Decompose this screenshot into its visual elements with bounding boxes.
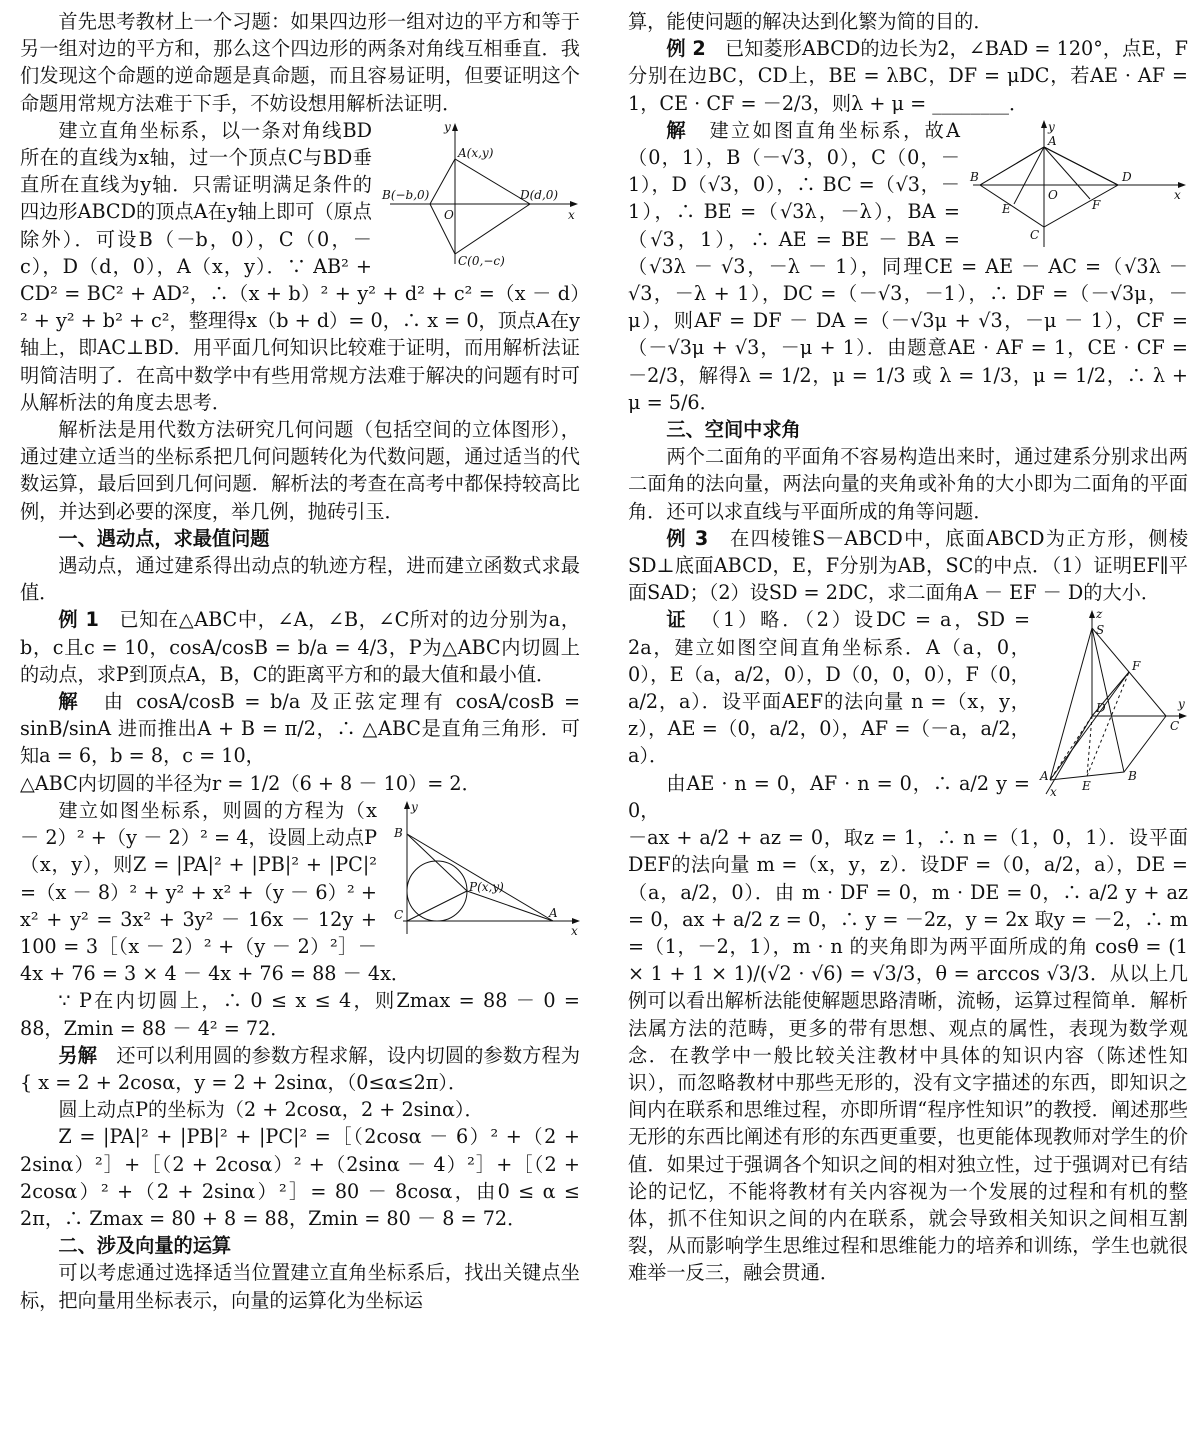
fig3-A-label: A xyxy=(1048,133,1057,148)
paragraph: 建立直角坐标系，以一条对角线BD所在的直线为x轴，过一个顶点C与BD垂直所在直线为y轴．只需证明满足条件的四边形ABCD的顶点A在y轴上即可（原点除外）．可设B（－b，0），C（0，－c），D（d，0），A（x，y）．∵ AB² + CD² = BC² + AD²，∴（x + b）² + y² + d² + c² =（x － d）² + y² + b² + c²，整理得x（b + d）= 0，∴ x = 0，顶点A在y轴上，即AC⊥BD．用平面几何知识比较难于证明，而用解析法证明简洁明了．在高中数学中有些用常规方法难于解决的问题有时可从解析法的角度去思考． xyxy=(20,118,580,414)
example-label: 例 1 xyxy=(58,608,99,632)
solution-label: 解 xyxy=(666,118,688,142)
fig1-D-label: D(d,0) xyxy=(520,187,559,202)
left-column xyxy=(20,8,580,1314)
fig4-S-label: S xyxy=(1096,623,1105,638)
fig3-D-label: D xyxy=(1122,169,1132,184)
fig4-z-label: z xyxy=(1096,608,1103,622)
paragraph: ∵ P在内切圆上，∴ 0 ≤ x ≤ 4，则Zmax = 88 － 0 = 88，Zmin = 88 － 4² = 72． xyxy=(20,989,580,1040)
example-text: 已知在△ABC中，∠A，∠B，∠C所对的边分别为a，b，c且c = 10，cosA/cosB = b/a = 4/3，P为△ABC内切圆上的动点，求P到顶点A，B，C的距离平方和的最大值和最小值． xyxy=(20,608,581,686)
example-3 xyxy=(628,525,1188,607)
alt-solution xyxy=(20,1042,580,1096)
section-heading: 一、遇动点，求最值问题 xyxy=(58,526,270,550)
fig3-F-label: F xyxy=(1092,197,1101,212)
paragraph: 解析法是用代数方法研究几何问题（包括空间的立体图形），通过建立适当的坐标系把几何问题转化为代数问题，通过适当的代数运算，最后回到几何问题．解析法的考查在高考中都保持较高比例，并达到必要的深度，举几例，抛砖引玉． xyxy=(20,418,580,523)
example-2 xyxy=(628,35,1188,117)
fig3-B-label: B xyxy=(970,169,979,184)
example-text: 在四棱锥S－ABCD中，底面ABCD为正方形，侧棱SD⊥底面ABCD，E，F分别为AB，SC的中点．（1）证明EF∥平面SAD；（2）设SD = 2DC，求二面角A － EF － D的大小． xyxy=(628,526,1189,605)
figure-quadrilateral xyxy=(380,119,580,269)
solution-text: （1）略．（2）设DC = a，SD = 2a，建立如图空间直角坐标系．A（a，0，0），E（a，a/2，0），D（0，0，0），F（0，a/2，a）．设平面AEF的法向量 n =（x，y，z），AE =（0，a/2，0），AF =（－a，a/2，a）． xyxy=(628,608,1031,768)
fig2-A-label: A xyxy=(549,905,558,920)
fig1-y-label: y xyxy=(444,119,451,134)
example-label: 例 3 xyxy=(666,526,709,550)
fig2-P-label: P(x,y) xyxy=(469,879,504,894)
example-text: 已知菱形ABCD的边长为2，∠BAD = 120°，点E，F分别在边BC，CD上，BE = λBC，DF = μDC，若AE · AF = 1，CE · CF = －2/3，则λ + μ = ________． xyxy=(628,37,1189,115)
paragraph: Z = |PA|² + |PB|² + |PC|² =［（2cosα － 6）² +（2 + 2sinα）²］+［（2 + 2cosα）² +（2sinα － 4）²］+［（2 + 2cosα）² +（2 + 2sinα）²］= 80 － 8cosα，由0 ≤ α ≤ 2π，∴ Zmax = 80 + 8 = 88，Zmin = 80 － 8 = 72． xyxy=(20,1125,580,1230)
fig2-B-label: B xyxy=(394,825,403,840)
fig3-y-label: y xyxy=(1048,119,1055,134)
alt-text: 还可以利用圆的参数方程求解，设内切圆的参数方程为 { x = 2 + 2cosα，y = 2 + 2sinα，（0≤α≤2π）． xyxy=(20,1043,581,1094)
fig3-C-label: C xyxy=(1030,227,1040,242)
paragraph: 遇动点，通过建系得出动点的轨迹方程，进而建立函数式求最值． xyxy=(20,554,580,605)
alt-label: 另解 xyxy=(58,1043,98,1067)
fig1-O-label: O xyxy=(444,207,454,222)
example-label: 例 2 xyxy=(666,37,706,61)
fig4-C-label: C xyxy=(1170,719,1180,734)
right-column xyxy=(628,8,1188,1287)
fig1-C-label: C(0,−c) xyxy=(458,253,505,268)
paragraph: 两个二面角的平面角不容易构造出来时，通过建系分别求出两二面角的法向量，两法向量的夹角或补角的大小即为二面角的平面角．还可以求直线与平面所成的角等问题． xyxy=(628,445,1188,523)
example-1 xyxy=(20,606,580,688)
paragraph: －ax + a/2 + az = 0，取z = 1，∴ n =（1，0，1）．设平面DEF的法向量 m =（x，y，z）．设DF =（0，a/2，a），DE =（a，a/2，0）．由 m · DF = 0，m · DE = 0，∴ a/2 y + az = 0，ax + a/2 z = 0，∴ y = －2z，y = 2x 取y = －2，∴ m =（1，－2，1），m · n 的夹角即为两平面所成的角 cosθ = (1 × 1 + 1 × 1)/(√2 · √6) = √3/3，θ = arccos √3/3．从以上几例可以看出解析法能使解题思路清晰，流畅，运算过程简单．解析法属方法的范畴，更多的带有思想、观点的属性，表现为数学观念．在教学中一般比较关注教材中具体的知识内容（陈述性知识），而忽略教材中那些无形的，没有文字描述的东西，即知识之间内在联系和思维过程，亦即所谓“程序性知识”的教授．阐述那些无形的东西比阐述有形的东西更重要，也更能体现教师对学生的价值．如果过于强调各个知识之间的相对独立性，过于强调对已有结论的记忆，不能将教材有关内容视为一个发展的过程和有机的整体，抓不住知识之间的内在联系，就会导致相关知识之间相互割裂，从而影响学生思维过程和思维能力的培养和训练，学生也就很难举一反三，融会贯通． xyxy=(628,826,1188,1285)
figure-incircle-triangle xyxy=(385,799,580,939)
paragraph: 圆上动点P的坐标为（2 + 2cosα，2 + 2sinα）． xyxy=(58,1098,484,1122)
solution-1 xyxy=(20,688,580,770)
fig3-x-label: x xyxy=(1174,187,1181,202)
figure-rhombus xyxy=(968,119,1188,249)
fig4-D-label: D xyxy=(1096,701,1106,716)
section-heading: 二、涉及向量的运算 xyxy=(58,1234,232,1258)
fig1-B-label: B(−b,0) xyxy=(382,187,430,202)
fig4-B-label: B xyxy=(1128,769,1137,784)
section-heading: 三、空间中求角 xyxy=(666,418,801,442)
fig1-x-label: x xyxy=(568,207,575,222)
paragraph: 首先思考教材上一个习题：如果四边形一组对边的平方和等于另一组对边的平方和，那么这个四边形的两条对角线互相垂直．我们发现这个命题的逆命题是真命题，而且容易证明，但要证明这个命题用常规方法难于下手，不妨设想用解析法证明． xyxy=(20,10,580,115)
fig4-x-label: x xyxy=(1050,785,1057,799)
solution-label: 证 xyxy=(666,608,689,632)
solution-label: 解 xyxy=(58,690,82,714)
fig2-y-label: y xyxy=(411,799,418,814)
fig4-F-label: F xyxy=(1132,659,1141,674)
solution-text: 由 cosA/cosB = b/a 及正弦定理有 cosA/cosB = sinB/sinA 进而推出A + B = π/2，∴ △ABC是直角三角形．可知a = 6，b = 8，c = 10， xyxy=(20,690,581,768)
fig2-C-label: C xyxy=(394,907,404,922)
paragraph: 建立如图坐标系，则圆的方程为（x － 2）² +（y － 2）² = 4，设圆上动点P（x，y），则Z = |PA|² + |PB|² + |PC|² =（x － 8）² + y² + x² +（y － 6）² + x² + y² = 3x² + 3y² － 16x － 12y + 100 = 3［（x － 2）² +（y － 2）²］－ 4x + 76 = 3 × 4 － 4x + 76 = 88 － 4x． xyxy=(20,798,411,986)
paragraph: 可以考虑通过选择适当位置建立直角坐标系后，找出关键点坐标，把向量用坐标表示，向量的运算化为坐标运 xyxy=(20,1261,580,1312)
solution-text: 建立如图直角坐标系，故A（0，1），B（－√3，0），C（0，－1），D（√3，0），∴ BC =（√3，－1），∴ BE =（√3λ，－λ），BA =（√3，1），∴ AE = BE － BA =（√3λ － √3，－λ － 1），同理CE = AE － AC =（√3λ － √3，－λ + 1），DC =（－√3，－1），∴ DF =（－√3μ，－μ），则AF = DF － DA =（－√3μ + √3，－μ － 1），CF =（－√3μ + √3，－μ + 1）．由题意AE · AF = 1，CE · CF = －2/3，解得λ = 1/2，μ = 1/3 或 λ = 1/3，μ = 1/2，∴ λ + μ = 5/6． xyxy=(628,118,1188,414)
paragraph: 算，能使问题的解决达到化繁为简的目的． xyxy=(628,10,993,33)
fig2-x-label: x xyxy=(571,923,578,938)
paragraph: 由AE · n = 0，AF · n = 0，∴ a/2 y = 0， xyxy=(628,771,1030,822)
fig3-E-label: E xyxy=(1002,201,1011,216)
paragraph: △ABC内切圆的半径为r = 1/2（6 + 8 － 10）= 2． xyxy=(20,771,481,795)
fig4-E-label: E xyxy=(1082,779,1091,794)
figure-pyramid xyxy=(1038,608,1188,798)
fig4-y-label: y xyxy=(1178,697,1185,712)
fig4-A-label: A xyxy=(1040,769,1049,784)
fig1-A-label: A(x,y) xyxy=(458,145,494,160)
fig3-O-label: O xyxy=(1048,187,1058,202)
